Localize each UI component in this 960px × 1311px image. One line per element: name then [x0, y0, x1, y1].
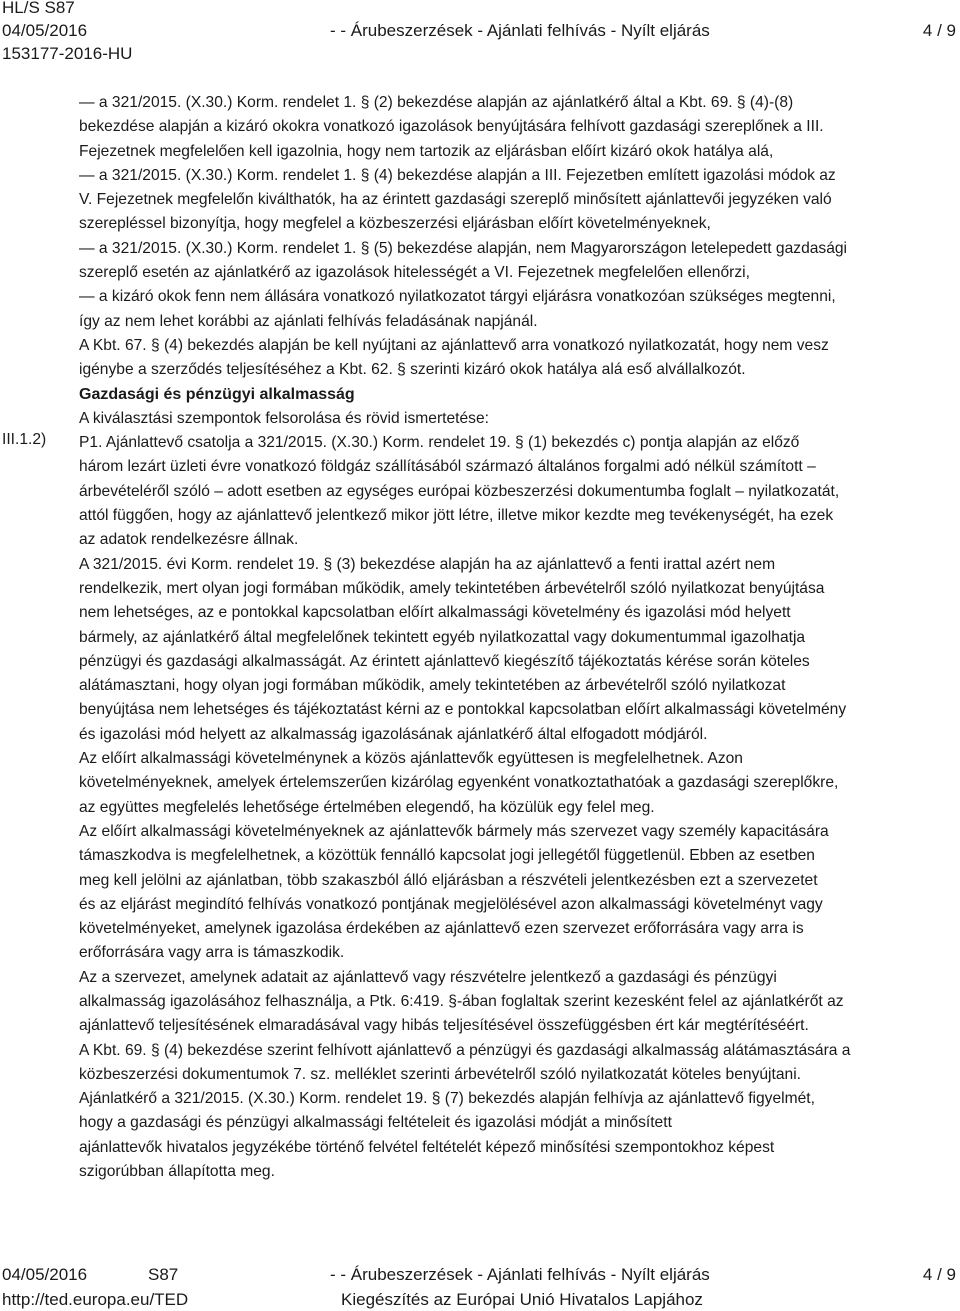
footer-page-number: 4 / 9 — [922, 1265, 956, 1284]
text-line: nem lehetséges, az e pontokkal kapcsolatban előírt alkalmassági követelmény és igazolási mód helyett — [79, 604, 791, 622]
footer-url: http://ted.europa.eu/TED — [2, 1290, 189, 1309]
text-line: — a 321/2015. (X.30.) Korm. rendelet 1. § (4) bekezdése alapján a III. Fejezetben említett igazolási módok az — [79, 166, 836, 184]
page-footer — [0, 1265, 960, 1311]
text-line: erőforrására vagy arra is támaszkodik. — [79, 944, 345, 962]
text-line: meg kell jelölni az ajánlatban, több szakaszból álló eljárásban a részvételi jelentkezésben ezt a szervezetet — [79, 871, 818, 889]
section-heading: Gazdasági és pénzügyi alkalmasság — [79, 385, 355, 403]
text-line: szigorúbban állapította meg. — [79, 1163, 275, 1181]
footer-code: S87 — [148, 1265, 179, 1284]
text-line: Az előírt alkalmassági követelménynek a közös ajánlattevők együttesen is megfelelhetnek. Azon — [79, 750, 743, 768]
text-line: rendelkezik, mert olyan jogi formában működik, amely tekintetében árbevételről szóló nyilatkozat benyújtása — [79, 579, 825, 597]
text-line: — a 321/2015. (X.30.) Korm. rendelet 1. § (5) bekezdése alapján, nem Magyarországon letelepedett gazdasági — [79, 239, 848, 257]
footer-title: - - Árubeszerzések - Ajánlati felhívás - Nyílt eljárás — [330, 1265, 710, 1284]
text-line: A kiválasztási szempontok felsorolása és rövid ismertetése: — [79, 409, 489, 427]
text-line: Az előírt alkalmassági követelményeknek az ajánlattevők bármely más szervezet vagy személy kapacitására — [79, 822, 829, 840]
text-line: A 321/2015. évi Korm. rendelet 19. § (3) bekezdése alapján ha az ajánlattevő a fenti irattal azért nem — [79, 555, 776, 573]
text-line: A Kbt. 67. § (4) bekezdés alapján be kell nyújtani az ajánlattevő arra vonatkozó nyilatkozatát, hogy nem vesz — [79, 336, 829, 354]
text-line: három lezárt üzleti évre vonatkozó földgáz szállításából származó általános forgalmi adó nélkül számított – — [79, 458, 816, 476]
text-line: ajánlattevők hivatalos jegyzékébe történő felvétel feltételét képező minősítési szempontokhoz képest — [79, 1138, 775, 1156]
notice-id: 153177-2016-HU — [2, 44, 133, 63]
text-line: ajánlattevő teljesítésének elmaradásával vagy hibás teljesítésével összefüggésben ért kár megtérítéséért. — [79, 1017, 809, 1035]
text-line: — a 321/2015. (X.30.) Korm. rendelet 1. § (2) bekezdése alapján az ajánlatkérő által a Kbt. 69. § (4)-(8) — [79, 94, 794, 111]
text-line: attól függően, hogy az ajánlattevő jelentkező mikor jött létre, illetve mikor kezdte meg tevékenységét, ha ezek — [79, 507, 834, 525]
text-line: A Kbt. 69. § (4) bekezdése szerint felhívott ajánlattevő a pénzügyi és gazdasági alkalmasság alátámasztására a — [79, 1041, 851, 1059]
text-line: hogy a gazdasági és pénzügyi alkalmassági feltételeit és igazolási módját a minősített — [79, 1114, 672, 1132]
text-line: támaszkodva is megfelelhetnek, a közöttük fennálló kapcsolat jogi jellegétől függetlenül. Ebben az esetben — [79, 847, 815, 865]
text-line: az adatok rendelkezésre állnak. — [79, 531, 299, 549]
header-title: - - Árubeszerzések - Ajánlati felhívás - Nyílt eljárás — [330, 21, 710, 40]
text-line: bármely, az ajánlatkérő által megfelelőnek tekintett egyéb nyilatkozattal vagy dokumentummal igazolhatja — [79, 628, 806, 646]
text-line: és az eljárást megindító felhívás vonatkozó pontjának megjelölésével azon alkalmassági követelményt vagy — [79, 895, 823, 913]
header-date: 04/05/2016 — [2, 21, 88, 40]
document-body — [79, 91, 959, 1184]
text-line: szereplő esetén az ajánlatkérő az igazolások hitelességét a VI. Fejezetnek megfelelően ellenőrzi, — [79, 264, 750, 282]
text-line: az együttes megfelelés lehetősége értelmében elegendő, ha közülük egy felel meg. — [79, 798, 655, 816]
footer-subtitle: Kiegészítés az Európai Unió Hivatalos Lapjához — [341, 1290, 703, 1309]
text-line: így az nem lehet korábbi az ajánlati felhívás feladásának napjánál. — [79, 312, 538, 330]
text-line: V. Fejezetnek megfelelőn kiválthatók, ha az érintett gazdasági szereplő minősített ajánlattevői jegyzéken való — [79, 191, 832, 209]
header-page-number: 4 / 9 — [922, 21, 956, 40]
page-header — [0, 0, 960, 68]
text-line: követelményeket, amelynek igazolása érdekében az ajánlattevő ezen szervezet erőforrására vagy arra is — [79, 920, 804, 938]
text-line: P1. Ajánlattevő csatolja a 321/2015. (X.30.) Korm. rendelet 19. § (1) bekezdés c) pontja alapján az előző — [79, 434, 800, 452]
text-line: alkalmasság igazolásához felhasználja, a Ptk. 6:419. §-ában foglaltak szerint kezesként felel az ajánlatkérőt az — [79, 992, 844, 1010]
text-line: bekezdése alapján a kizáró okokra vonatkozó igazolások benyújtására felhívott gazdasági szereplőnek a III. — [79, 118, 824, 136]
text-line: benyújtása nem lehetséges és tájékoztatást kérni az e pontokkal kapcsolatban előírt alkalmassági követelmény — [79, 701, 847, 719]
text-line: Fejezetnek megfelelően kell igazolnia, hogy nem tartozik az eljárásban előírt kizáró okok hatálya alá, — [79, 142, 774, 160]
text-line: igénybe a szerződés teljesítéséhez a Kbt. 62. § szerinti kizáró okok hatálya alá eső alvállalkozót. — [79, 361, 746, 379]
text-line: és igazolási mód helyett az alkalmasság igazolásának ajánlatkérő által elfogadott módjáról. — [79, 725, 708, 743]
text-line: Ajánlatkérő a 321/2015. (X.30.) Korm. rendelet 19. § (7) bekezdés alapján felhívja az ajánlattevő figyelmét, — [79, 1090, 815, 1108]
section-number: III.1.2) — [2, 431, 47, 448]
text-line: követelményeknek, amelyek értelemszerűen kizárólag egyenként vonatkoztathatóak a gazdasági szereplőkre, — [79, 774, 839, 792]
text-line: szerepléssel bizonyítja, hogy megfelel a közbeszerzési eljárásban előírt követelményeknek, — [79, 215, 711, 233]
text-line: — a kizáró okok fenn nem állására vonatkozó nyilatkozatot tárgyi eljárásra vonatkozóan szükséges megtenni, — [79, 288, 836, 306]
footer-date: 04/05/2016 — [2, 1265, 88, 1284]
doc-code: HL/S S87 — [2, 0, 75, 17]
text-line: közbeszerzési dokumentumok 7. sz. melléklet szerinti árbevételről szóló nyilatkozatát köteles benyújtani. — [79, 1065, 801, 1083]
text-line: pénzügyi és gazdasági alkalmasságát. Az érintett ajánlattevő kiegészítő tájékoztatás kérése során köteles — [79, 652, 810, 670]
text-line: alátámasztani, hogy olyan jogi formában működik, amely tekintetében az árbevételről szóló nyilatkozat — [79, 677, 786, 695]
text-line: árbevételéről szóló – adott esetben az egységes európai közbeszerzési dokumentumba foglalt – nyilatkozatát, — [79, 482, 840, 500]
text-line: Az a szervezet, amelynek adatait az ajánlattevő vagy részvételre jelentkező a gazdasági és pénzügyi — [79, 968, 777, 986]
